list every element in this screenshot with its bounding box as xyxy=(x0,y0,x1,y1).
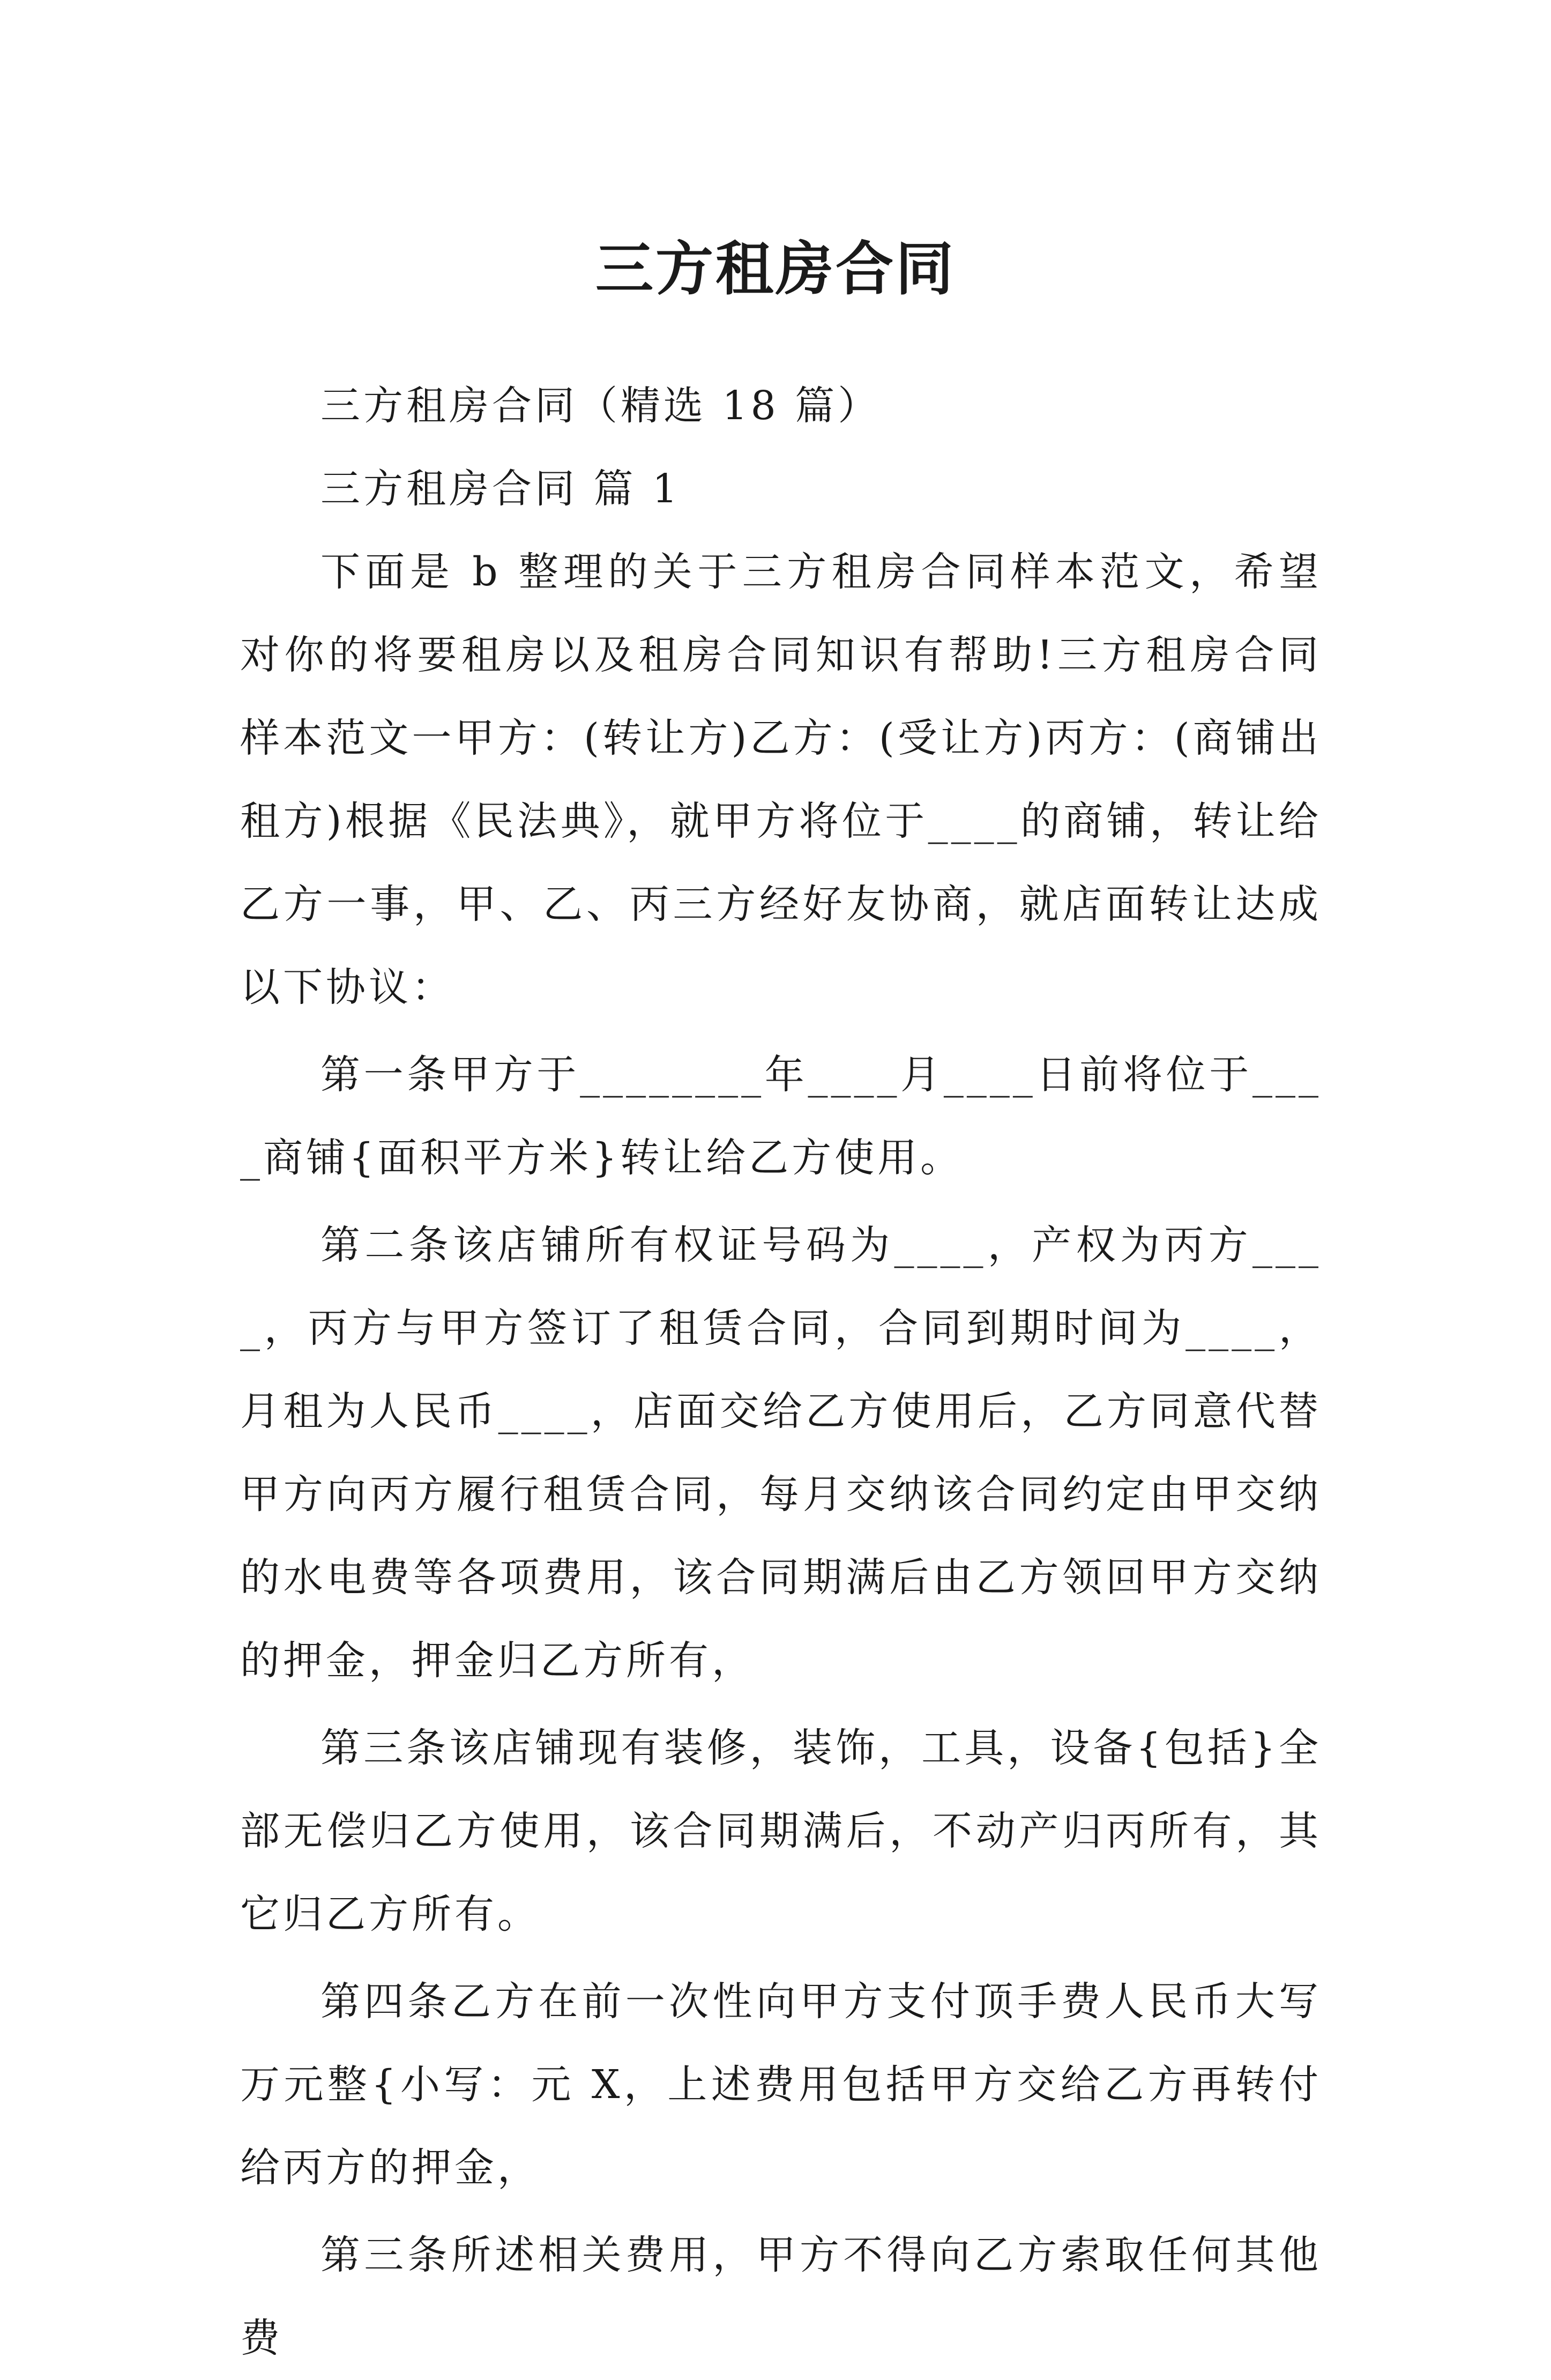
document-title: 三方租房合同 xyxy=(595,235,956,303)
paragraph-article-3-fees: 第三条所述相关费用，甲方不得向乙方索取任何其他费 xyxy=(240,2232,1322,2361)
paragraph-section-heading: 三方租房合同 篇 1 xyxy=(320,466,681,512)
paragraph-article-3: 第三条该店铺现有装修，装饰，工具，设备{包括}全部无偿归乙方使用，该合同期满后，不动产归丙所有，其它归乙方所有。 xyxy=(240,1725,1322,1937)
paragraph-article-4: 第四条乙方在前一次性向甲方支付顶手费人民币大写万元整{小写：元 X，上述费用包括甲方交给乙方再转付给丙方的押金， xyxy=(240,1979,1322,2191)
paragraph-article-1: 第一条甲方于________年____月____日前将位于____商铺{面积平方米}转让给乙方使用。 xyxy=(240,1052,1322,1181)
paragraph-article-2: 第二条该店铺所有权证号码为____，产权为丙方____，丙方与甲方签订了租赁合同，合同到期时间为____，月租为人民币____，店面交给乙方使用后，乙方同意代替甲方向丙方履行租赁合同，每月交纳该合同约定由甲交纳的水电费等各项费用，该合同期满后由乙方领回甲方交纳的押金，押金归乙方所有， xyxy=(240,1222,1322,1684)
paragraph-collection-title: 三方租房合同（精选 18 篇） xyxy=(320,383,881,429)
paragraph-intro: 下面是 b 整理的关于三方租房合同样本范文，希望对你的将要租房以及租房合同知识有帮助!三方租房合同样本范文一甲方：(转让方)乙方：(受让方)丙方：(商铺出租方)根据《民法典》，就甲方将位于____的商铺，转让给乙方一事，甲、乙、丙三方经好友协商，就店面转让达成以下协议： xyxy=(240,549,1322,1010)
document-body xyxy=(240,365,1322,2380)
